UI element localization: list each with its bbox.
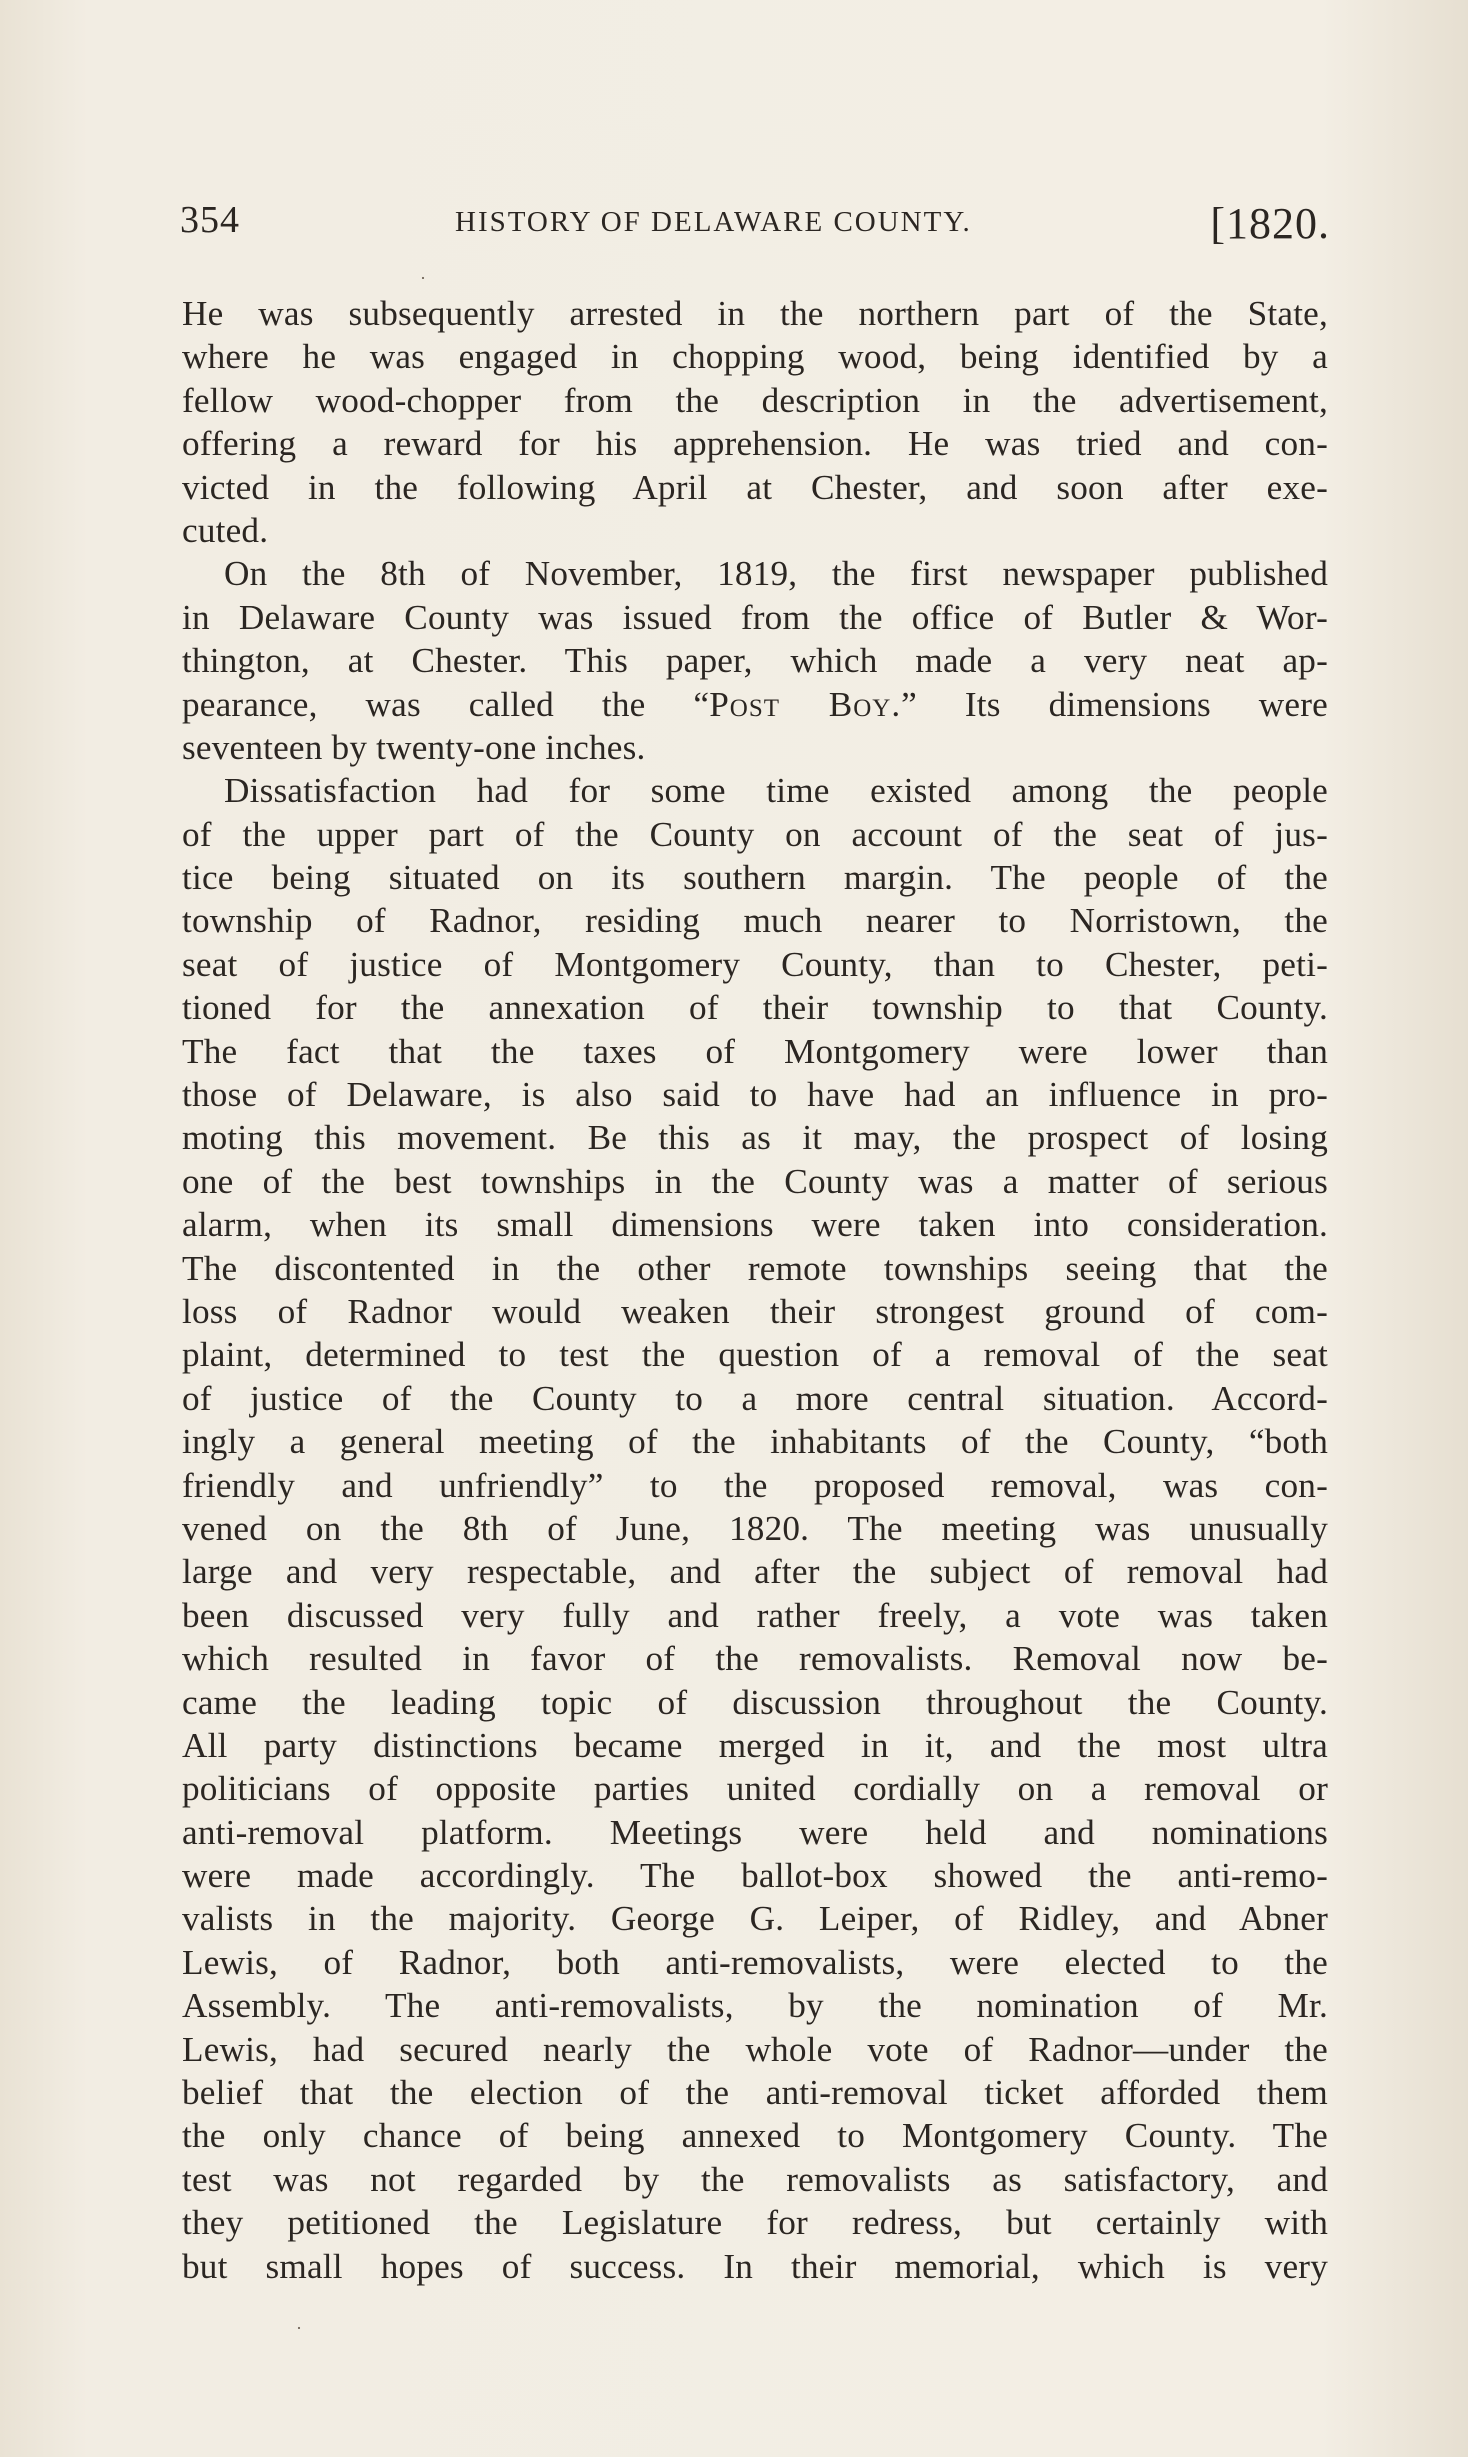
text-line: He was subsequently arrested in the northern part of the State,	[182, 294, 1328, 333]
text-line: ingly a general meeting of the inhabitants of the County, “both	[182, 1422, 1328, 1462]
text-line: valists in the majority. George G. Leiper, of Ridley, and Abner	[182, 1899, 1328, 1939]
text-line: of the upper part of the County on account of the seat of jus-	[182, 814, 1328, 854]
text-line: All party distinctions became merged in it, and the most ultra	[182, 1725, 1328, 1765]
text-line: test was not regarded by the removalists as satisfactory, and	[182, 2159, 1328, 2199]
text-line: Assembly. The anti-removalists, by the nomination of Mr.	[182, 1986, 1328, 2026]
text-line: cuted.	[182, 510, 269, 550]
text-line: loss of Radnor would weaken their strongest ground of com-	[182, 1291, 1328, 1331]
text-line: alarm, when its small dimensions were taken into consideration.	[182, 1205, 1328, 1245]
text-line: tice being situated on its southern margin. The people of the	[182, 858, 1328, 898]
text-line: they petitioned the Legislature for redress, but certainly with	[182, 2203, 1328, 2243]
text-line: those of Delaware, is also said to have had an influence in pro-	[182, 1075, 1328, 1115]
text-line	[182, 683, 1328, 726]
text-line: moting this movement. Be this as it may, the prospect of losing	[182, 1118, 1328, 1158]
text-line: thington, at Chester. This paper, which made a very neat ap-	[182, 641, 1328, 681]
text-line: were made accordingly. The ballot-box showed the anti-remo-	[182, 1856, 1328, 1896]
text-line: anti-removal platform. Meetings were held and nominations	[182, 1812, 1328, 1852]
text-line: On the 8th of November, 1819, the first newspaper published	[224, 554, 1328, 594]
text-line: friendly and unfriendly” to the proposed removal, was con-	[182, 1465, 1328, 1505]
text-line: Lewis, of Radnor, both anti-removalists, were elected to the	[182, 1942, 1328, 1982]
text-line: fellow wood-chopper from the description in the advertisement,	[182, 380, 1328, 420]
text-line: victed in the following April at Chester, and soon after exe-	[182, 467, 1328, 507]
text-line: but small hopes of success. In their memorial, which is very	[182, 2246, 1328, 2286]
text-line: township of Radnor, residing much nearer to Norristown, the	[182, 901, 1328, 941]
text-line: The discontented in the other remote townships seeing that the	[182, 1248, 1328, 1288]
print-speck: ·	[420, 268, 426, 288]
text-line: where he was engaged in chopping wood, being identified by a	[182, 337, 1328, 377]
running-title: HISTORY OF DELAWARE COUNTY.	[455, 206, 972, 238]
text-line: Dissatisfaction had for some time existed among the people	[224, 771, 1328, 811]
text-line: The fact that the taxes of Montgomery were lower than	[182, 1031, 1328, 1071]
text-line: tioned for the annexation of their township to that County.	[182, 988, 1328, 1028]
text-line: been discussed very fully and rather freely, a vote was taken	[182, 1595, 1328, 1635]
text-line: the only chance of being annexed to Montgomery County. The	[182, 2116, 1328, 2156]
text-line: vened on the 8th of June, 1820. The meeting was unusually	[182, 1508, 1328, 1548]
newspaper-name: Post Boy.	[709, 684, 902, 724]
text-line: plaint, determined to test the question of a removal of the seat	[182, 1335, 1328, 1375]
text-line: came the leading topic of discussion throughout the County.	[182, 1682, 1328, 1722]
text-line: Lewis, had secured nearly the whole vote of Radnor—under the	[182, 2029, 1328, 2069]
body-text	[182, 292, 1328, 2288]
text-line: politicians of opposite parties united cordially on a removal or	[182, 1769, 1328, 1809]
text-line: one of the best townships in the County was a matter of serious	[182, 1161, 1328, 1201]
text-line: seat of justice of Montgomery County, than to Chester, peti-	[182, 944, 1328, 984]
text-line: belief that the election of the anti-removal ticket afforded them	[182, 2073, 1328, 2113]
text-line: in Delaware County was issued from the office of Butler & Wor-	[182, 597, 1328, 637]
text-line: seventeen by twenty-one inches.	[182, 727, 646, 767]
text-line: which resulted in favor of the removalists. Removal now be-	[182, 1639, 1328, 1679]
text-line: offering a reward for his apprehension. He was tried and con-	[182, 424, 1328, 464]
page-header	[180, 198, 1330, 258]
text-segment: pearance, was called the “	[182, 684, 710, 724]
page-number: 354	[180, 199, 240, 241]
header-year: [1820.	[1210, 199, 1330, 248]
text-segment: ” Its dimensions were	[901, 684, 1328, 724]
print-speck: ·	[296, 2318, 302, 2338]
text-line: of justice of the County to a more central situation. Accord-	[182, 1378, 1328, 1418]
text-line: large and very respectable, and after the subject of removal had	[182, 1552, 1328, 1592]
